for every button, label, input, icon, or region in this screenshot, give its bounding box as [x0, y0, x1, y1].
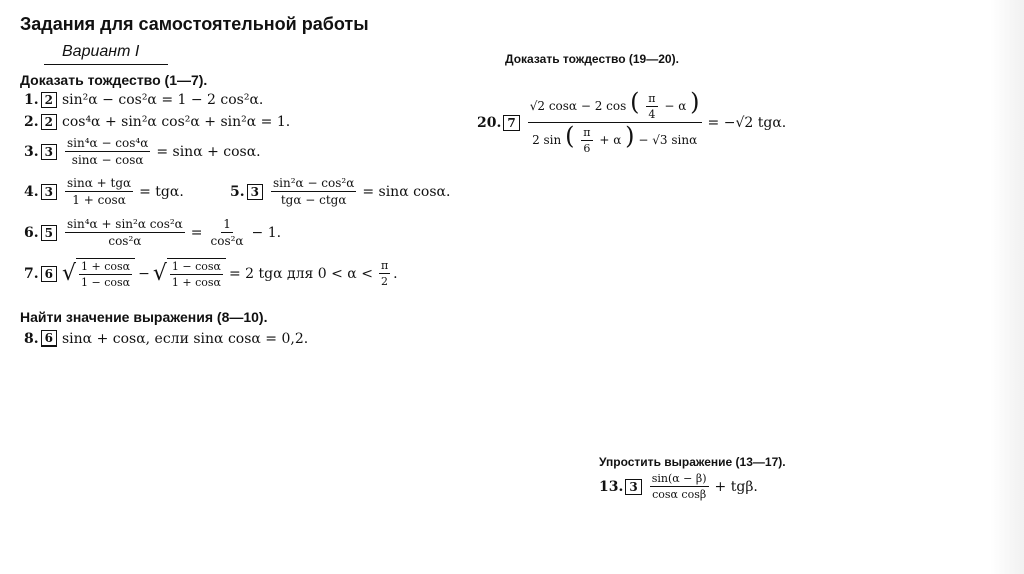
equation-rest: − 1. — [251, 224, 282, 241]
right-paren: ) — [690, 88, 700, 116]
equation-number: 13. — [599, 478, 624, 495]
prove-heading-1-7: Доказать тождество (1—7). — [20, 72, 208, 88]
left-paren: ( — [565, 122, 575, 150]
difficulty-box: 7 — [503, 115, 519, 131]
radicand — [76, 258, 135, 289]
variant-label: Вариант I — [62, 43, 140, 60]
denominator: cos²α — [108, 234, 142, 248]
fraction — [581, 126, 592, 155]
left-paren: ( — [630, 88, 640, 116]
difficulty-box: 3 — [41, 184, 57, 200]
equation-number: 1. — [24, 92, 39, 108]
fraction — [379, 259, 390, 288]
equation-7 — [24, 258, 398, 289]
equation-2 — [24, 114, 290, 130]
equation-number: 4. — [24, 183, 39, 200]
difficulty-box: 3 — [247, 184, 263, 200]
fraction — [271, 176, 356, 207]
right-paren: ) — [625, 122, 635, 150]
numerator: sin²α − cos²α — [272, 176, 355, 190]
radicand — [167, 258, 226, 289]
denominator: sinα − cosα — [71, 153, 144, 167]
slide-edge — [990, 0, 1024, 574]
numerator: 1 — [223, 217, 231, 231]
equals-sign: = — [190, 224, 203, 241]
page-title: Задания для самостоятельной работы — [20, 14, 369, 34]
fraction — [646, 92, 657, 121]
denominator-part: + α — [599, 133, 622, 147]
numerator: 1 − cosα — [171, 260, 221, 273]
denominator: 2 — [381, 275, 389, 288]
equation-expression: cos⁴α + sin²α cos²α + sin²α = 1. — [61, 114, 291, 130]
radical-sign: √ — [61, 260, 77, 286]
denominator: tgα − ctgα — [280, 193, 347, 207]
equation-number: 2. — [24, 114, 39, 130]
numerator: π — [583, 126, 591, 139]
fraction — [79, 260, 132, 289]
square-root — [62, 258, 135, 289]
difficulty-box: 6 — [41, 266, 57, 282]
denominator: 1 + cosα — [72, 193, 126, 207]
equation-rest: = 2 tgα для 0 < α < — [228, 265, 373, 282]
equation-6 — [24, 217, 284, 248]
equation-number: 5. — [230, 183, 245, 200]
equation-rest: + tgβ. — [714, 478, 758, 495]
numerator: sin⁴α − cos⁴α — [66, 136, 149, 150]
denominator-part: − √3 sinα — [638, 133, 698, 147]
radical-sign: √ — [152, 260, 167, 286]
denominator: 4 — [648, 108, 656, 121]
equation-expression: sinα + cosα, если sinα cosα = 0,2. — [61, 330, 309, 347]
difficulty-box: 2 — [41, 92, 57, 108]
equation-rest: = −√2 tgα. — [707, 114, 787, 131]
simplify-heading-13-17: Упростить выражение (13—17). — [599, 455, 786, 469]
equation-expression: sin²α − cos²α = 1 − 2 cos²α. — [61, 92, 264, 108]
numerator: π — [380, 259, 389, 272]
find-heading-8-10: Найти значение выражения (8—10). — [20, 309, 268, 325]
difficulty-box: 3 — [41, 144, 57, 160]
difficulty-box: 3 — [625, 479, 641, 495]
numerator-part: √2 cosα − 2 cos — [529, 99, 627, 113]
fraction — [650, 472, 709, 501]
minus-sign: − — [138, 265, 150, 282]
fraction — [209, 217, 246, 248]
numerator: sin⁴α + sin²α cos²α — [66, 217, 183, 231]
denominator: 1 + cosα — [171, 276, 221, 289]
fraction — [65, 217, 185, 248]
denominator: cosα cosβ — [652, 488, 707, 501]
equation-end: . — [393, 265, 398, 282]
equation-number: 6. — [24, 224, 39, 241]
denominator — [530, 123, 699, 155]
equation-13 — [599, 472, 761, 501]
denominator: cos²α — [210, 234, 244, 248]
fraction — [65, 176, 133, 207]
equation-3 — [24, 136, 264, 167]
difficulty-box: 6 — [41, 330, 57, 347]
numerator: π — [648, 92, 656, 105]
numerator: 1 + cosα — [81, 260, 131, 273]
equation-8 — [24, 330, 308, 347]
fraction — [65, 136, 150, 167]
numerator: sinα + tgα — [66, 176, 132, 190]
square-root — [153, 258, 226, 289]
equation-4 — [24, 176, 187, 207]
equation-1 — [24, 92, 263, 108]
equation-rest: = sinα + cosα. — [156, 143, 261, 160]
denominator: 1 − cosα — [81, 276, 131, 289]
prove-heading-19-20: Доказать тождество (19—20). — [505, 52, 679, 66]
equation-rest: = sinα cosα. — [362, 183, 451, 200]
difficulty-box: 2 — [41, 114, 57, 130]
equation-number: 8. — [24, 330, 39, 347]
variant-underline — [44, 64, 168, 65]
equation-number: 7. — [24, 265, 39, 282]
denominator-part: 2 sin — [532, 133, 562, 147]
numerator: sin(α − β) — [651, 472, 707, 485]
fraction — [170, 260, 223, 289]
equation-rest: = tgα. — [139, 183, 184, 200]
numerator-part: − α — [664, 99, 687, 113]
denominator: 6 — [583, 142, 591, 155]
fraction — [528, 90, 702, 155]
equation-number: 3. — [24, 143, 39, 160]
numerator — [528, 90, 702, 123]
difficulty-box: 5 — [41, 225, 57, 241]
equation-5 — [230, 176, 453, 207]
equation-20 — [477, 90, 789, 155]
equation-number: 20. — [477, 114, 502, 131]
